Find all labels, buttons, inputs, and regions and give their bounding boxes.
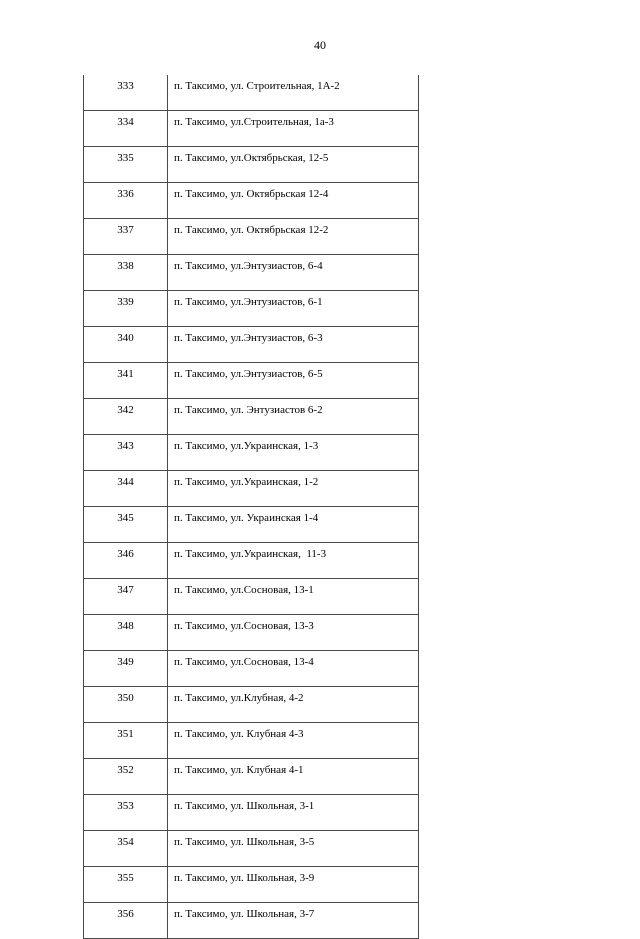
- table-row: [84, 579, 419, 615]
- row-number: 340: [117, 332, 134, 344]
- row-number: 337: [117, 224, 134, 236]
- table-row: [84, 759, 419, 795]
- address-cell: [168, 507, 419, 543]
- row-number-cell: [84, 543, 168, 579]
- address-cell: [168, 579, 419, 615]
- address-text: п. Таксимо, ул.Октябрьская, 12-5: [174, 152, 329, 164]
- table-row: [84, 255, 419, 291]
- row-number-cell: [84, 219, 168, 255]
- address-text: п. Таксимо, ул.Энтузиастов, 6-5: [174, 368, 323, 380]
- address-cell: [168, 543, 419, 579]
- row-number: 355: [117, 872, 134, 884]
- table-row: [84, 795, 419, 831]
- address-text: п. Таксимо, ул.Украинская, 1-3: [174, 440, 319, 452]
- table-row: [84, 903, 419, 939]
- row-number: 334: [117, 116, 134, 128]
- row-number-cell: [84, 903, 168, 939]
- row-number-cell: [84, 615, 168, 651]
- row-number: 333: [117, 80, 134, 92]
- address-cell: [168, 435, 419, 471]
- table-row: [84, 75, 419, 111]
- address-text: п. Таксимо, ул. Клубная 4-1: [174, 764, 304, 776]
- table-row: [84, 687, 419, 723]
- address-text: п. Таксимо, ул. Энтузиастов 6-2: [174, 404, 323, 416]
- row-number: 346: [117, 548, 134, 560]
- address-cell: [168, 687, 419, 723]
- row-number-cell: [84, 687, 168, 723]
- address-text: п. Таксимо, ул. Школьная, 3-7: [174, 908, 315, 920]
- row-number: 339: [117, 296, 134, 308]
- address-text: п. Таксимо, ул.Сосновая, 13-4: [174, 656, 314, 668]
- row-number: 342: [117, 404, 134, 416]
- address-text: п. Таксимо, ул.Украинская, 1-2: [174, 476, 319, 488]
- address-table-body: [84, 75, 419, 939]
- table-row: [84, 111, 419, 147]
- address-cell: [168, 111, 419, 147]
- row-number: 348: [117, 620, 134, 632]
- row-number-cell: [84, 327, 168, 363]
- address-cell: [168, 615, 419, 651]
- address-cell: [168, 399, 419, 435]
- address-cell: [168, 219, 419, 255]
- address-text: п. Таксимо, ул. Клубная 4-3: [174, 728, 304, 740]
- address-cell: [168, 723, 419, 759]
- table-row: [84, 867, 419, 903]
- row-number-cell: [84, 291, 168, 327]
- table-row: [84, 147, 419, 183]
- table-row: [84, 831, 419, 867]
- row-number: 352: [117, 764, 134, 776]
- address-table: [83, 75, 419, 939]
- table-row: [84, 543, 419, 579]
- row-number-cell: [84, 183, 168, 219]
- page-number: 40: [314, 38, 326, 52]
- table-row: [84, 651, 419, 687]
- address-text: п. Таксимо, ул.Сосновая, 13-3: [174, 620, 314, 632]
- address-cell: [168, 651, 419, 687]
- address-text: п. Таксимо, ул.Строительная, 1а-3: [174, 116, 334, 128]
- row-number: 336: [117, 188, 134, 200]
- row-number-cell: [84, 75, 168, 111]
- address-text: п. Таксимо, ул.Украинская, 11-3: [174, 548, 327, 560]
- row-number: 353: [117, 800, 134, 812]
- table-row: [84, 507, 419, 543]
- table-row: [84, 363, 419, 399]
- table-row: [84, 291, 419, 327]
- address-text: п. Таксимо, ул.Энтузиастов, 6-1: [174, 296, 323, 308]
- address-text: п. Таксимо, ул.Сосновая, 13-1: [174, 584, 314, 596]
- row-number: 335: [117, 152, 134, 164]
- table-row: [84, 723, 419, 759]
- row-number-cell: [84, 759, 168, 795]
- row-number: 338: [117, 260, 134, 272]
- row-number-cell: [84, 579, 168, 615]
- row-number-cell: [84, 723, 168, 759]
- address-text: п. Таксимо, ул.Клубная, 4-2: [174, 692, 304, 704]
- table-row: [84, 435, 419, 471]
- row-number-cell: [84, 363, 168, 399]
- address-cell: [168, 147, 419, 183]
- row-number: 344: [117, 476, 134, 488]
- row-number: 356: [117, 908, 134, 920]
- row-number: 349: [117, 656, 134, 668]
- row-number-cell: [84, 399, 168, 435]
- table-row: [84, 471, 419, 507]
- row-number-cell: [84, 651, 168, 687]
- address-cell: [168, 75, 419, 111]
- row-number: 351: [117, 728, 134, 740]
- address-cell: [168, 255, 419, 291]
- row-number: 341: [117, 368, 134, 380]
- address-text: п. Таксимо, ул.Энтузиастов, 6-4: [174, 260, 323, 272]
- address-cell: [168, 327, 419, 363]
- row-number-cell: [84, 507, 168, 543]
- row-number: 354: [117, 836, 134, 848]
- address-cell: [168, 363, 419, 399]
- address-text: п. Таксимо, ул. Школьная, 3-1: [174, 800, 315, 812]
- address-cell: [168, 831, 419, 867]
- table-row: [84, 327, 419, 363]
- row-number: 347: [117, 584, 134, 596]
- row-number-cell: [84, 111, 168, 147]
- address-text: п. Таксимо, ул. Школьная, 3-5: [174, 836, 315, 848]
- address-cell: [168, 903, 419, 939]
- row-number: 343: [117, 440, 134, 452]
- address-cell: [168, 795, 419, 831]
- address-cell: [168, 183, 419, 219]
- table-row: [84, 399, 419, 435]
- table-row: [84, 219, 419, 255]
- address-text: п. Таксимо, ул.Энтузиастов, 6-3: [174, 332, 323, 344]
- row-number-cell: [84, 471, 168, 507]
- row-number-cell: [84, 435, 168, 471]
- address-cell: [168, 291, 419, 327]
- address-text: п. Таксимо, ул. Октябрьская 12-2: [174, 224, 329, 236]
- row-number-cell: [84, 147, 168, 183]
- table-row: [84, 183, 419, 219]
- table-row: [84, 615, 419, 651]
- row-number-cell: [84, 867, 168, 903]
- address-cell: [168, 471, 419, 507]
- address-text: п. Таксимо, ул. Октябрьская 12-4: [174, 188, 329, 200]
- address-cell: [168, 759, 419, 795]
- row-number: 345: [117, 512, 134, 524]
- address-cell: [168, 867, 419, 903]
- address-text: п. Таксимо, ул. Украинская 1-4: [174, 512, 319, 524]
- row-number-cell: [84, 255, 168, 291]
- address-text: п. Таксимо, ул. Строительная, 1А-2: [174, 80, 340, 92]
- row-number-cell: [84, 831, 168, 867]
- address-text: п. Таксимо, ул. Школьная, 3-9: [174, 872, 315, 884]
- row-number-cell: [84, 795, 168, 831]
- row-number: 350: [117, 692, 134, 704]
